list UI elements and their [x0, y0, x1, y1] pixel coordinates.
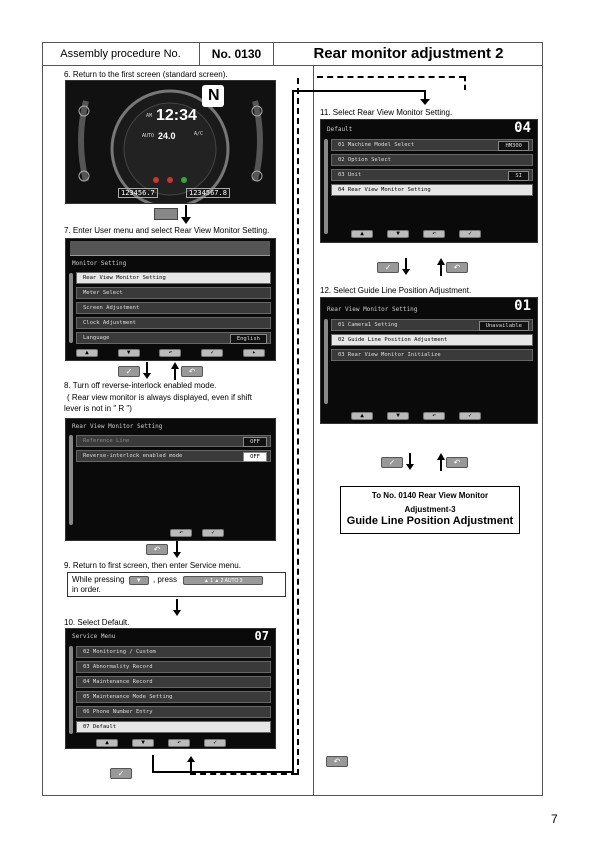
up-button[interactable]: ▲: [351, 230, 373, 238]
note-text-b: , press: [152, 575, 177, 584]
gauge-screen: [65, 80, 276, 204]
reverse-interlock-value: OFF: [243, 452, 267, 462]
default-menu-number: 04: [514, 120, 531, 136]
ref-line-1: To No. 0140 Rear View Monitor: [371, 491, 489, 500]
reference-line-item[interactable]: [76, 435, 271, 447]
ok-button[interactable]: ✓: [204, 739, 226, 747]
note-text-c: in order.: [72, 585, 101, 594]
clock-time: 12:34: [156, 107, 197, 124]
service-item[interactable]: 06 Phone Number Entry: [76, 706, 271, 718]
rear-menu-screen: [65, 418, 276, 541]
rvm-item-value: Unavailable: [479, 321, 529, 331]
no-value: 0130: [234, 46, 262, 61]
reverse-interlock-item[interactable]: [76, 450, 271, 462]
arrow-up-icon: [436, 453, 446, 471]
service-item[interactable]: 02 Monitoring / Custom: [76, 646, 271, 658]
service-item-default[interactable]: 07 Default: [76, 721, 271, 733]
service-menu-buttons: [96, 739, 226, 747]
ok-button[interactable]: ✓: [459, 230, 481, 238]
ok-button[interactable]: ✓: [459, 412, 481, 420]
step-11: 11. Select Rear View Monitor Setting.: [320, 108, 453, 117]
rvm-menu-buttons: [351, 412, 481, 420]
page-title: Rear monitor adjustment 2: [313, 45, 504, 62]
arrow-down-icon: [142, 362, 152, 380]
menu-item-clock[interactable]: Clock Adjustment: [76, 317, 271, 329]
reverse-interlock-label: Reverse-interlock enabled mode: [83, 453, 183, 459]
gauge-graphic: [66, 81, 275, 203]
user-menu-buttons: [66, 349, 275, 359]
rvm-menu-number: 01: [514, 298, 531, 314]
default-menu-screen: [320, 119, 538, 243]
back-key-icon: ↶: [146, 544, 168, 555]
default-item[interactable]: [331, 169, 533, 181]
rvm-item-label: 01 Camera1 Setting: [338, 322, 398, 328]
language-label: Language: [83, 335, 110, 341]
no-prefix: No.: [211, 46, 232, 61]
back-button[interactable]: ↶: [159, 349, 181, 357]
service-menu-number: 07: [254, 629, 269, 643]
service-item[interactable]: 03 Abnormality Record: [76, 661, 271, 673]
arrow-up-icon: [186, 756, 196, 772]
step-9: 9. Return to first screen, then enter Service menu.: [64, 561, 241, 570]
default-item-label: 01 Machine Model Select: [338, 142, 415, 148]
step-6: 6. Return to the first screen (standard screen).: [64, 70, 228, 79]
rvm-menu-title: Rear View Monitor Setting: [327, 306, 418, 313]
scrollbar[interactable]: [69, 273, 73, 343]
up-button[interactable]: ▲: [76, 349, 98, 357]
service-item[interactable]: 04 Maintenance Record: [76, 676, 271, 688]
default-menu-buttons: [351, 230, 481, 238]
menu-item-language[interactable]: [76, 332, 271, 344]
key-sequence-note: [67, 572, 286, 597]
step-7: 7. Enter User menu and select Rear View Monitor Setting.: [64, 226, 270, 235]
down-button[interactable]: ▼: [387, 412, 409, 420]
key-2: 2: [220, 578, 224, 584]
ref-line-3: Guide Line Position Adjustment: [346, 515, 514, 527]
arrow-down-icon: [401, 258, 411, 276]
arrow-down-icon: [405, 453, 415, 471]
header-label: Assembly procedure No.: [42, 42, 200, 65]
back-key-icon: ↶: [446, 262, 468, 273]
ok-button[interactable]: ✓: [201, 349, 223, 357]
down-button[interactable]: ▼: [118, 349, 140, 357]
reference-box: [340, 486, 520, 534]
next-button[interactable]: ▸: [243, 349, 265, 357]
service-menu-screen: [65, 628, 276, 749]
menu-button-icon: [154, 208, 178, 220]
step-8: 8. Turn off reverse-interlock enabled mode.: [64, 381, 217, 390]
auto-label: AUTO: [142, 133, 155, 139]
menu-item-meter[interactable]: Meter Select: [76, 287, 271, 299]
back-key-icon: ↶: [181, 366, 203, 377]
step-10: 10. Select Default.: [64, 618, 130, 627]
column-divider: [313, 66, 314, 796]
note-text-a: While pressing: [72, 575, 125, 584]
connector-dashed: [297, 78, 299, 775]
service-item[interactable]: 05 Maintenance Mode Setting: [76, 691, 271, 703]
language-value: English: [230, 334, 267, 344]
back-key-icon: ↶: [326, 756, 348, 767]
key-1: 1: [210, 578, 213, 584]
am-label: AM: [146, 113, 153, 119]
step-8-note-1: ( Rear view monitor is always displayed, even if shift: [67, 393, 252, 402]
scrollbar[interactable]: [69, 646, 73, 734]
connector-line: [152, 755, 154, 771]
default-item-rear-view[interactable]: [331, 184, 533, 196]
reference-line-value: OFF: [243, 437, 267, 447]
rvm-item-label: 02 Guide Line Position Adjustment: [338, 337, 448, 343]
step-8-note-2: lever is not in " R "): [64, 404, 132, 413]
rvm-item[interactable]: [331, 349, 533, 361]
check-key-icon: ✓: [377, 262, 399, 273]
gear-indicator: N: [208, 87, 220, 104]
back-button[interactable]: ↶: [170, 529, 192, 537]
back-button[interactable]: ↶: [423, 230, 445, 238]
temperature: 24.0: [158, 131, 176, 141]
key-sequence-icons: ▲ 1 ▲ 2 AUTO 3: [183, 576, 263, 585]
odometer-1: 123456.7: [118, 188, 158, 198]
arrow-down-icon: [172, 541, 182, 559]
default-item-label: 03 Unit: [338, 172, 362, 178]
scrollbar[interactable]: [324, 139, 328, 234]
default-item-value: SI: [508, 171, 529, 181]
default-item[interactable]: [331, 154, 533, 166]
user-menu-title: Monitor Setting: [72, 260, 127, 267]
arrow-down-icon: [419, 90, 431, 106]
rvm-item-label: 03 Rear View Monitor Initialize: [338, 352, 441, 358]
arrow-up-icon: [170, 362, 180, 380]
arrow-down-icon: [172, 599, 182, 617]
user-menu-tabs: [70, 241, 270, 256]
check-key-icon: ✓: [118, 366, 140, 377]
rvm-item-guide-line[interactable]: [331, 334, 533, 346]
check-key-icon: ✓: [381, 457, 403, 468]
menu-item-rear-view[interactable]: Rear View Monitor Setting: [76, 272, 271, 284]
service-menu-title: Service Menu: [72, 633, 116, 640]
ref-line-2: Adjustment-3: [404, 505, 456, 514]
rear-menu-buttons: [170, 529, 224, 537]
header-table: [42, 42, 543, 66]
down-button[interactable]: ▼: [387, 230, 409, 238]
down-key-icon: ▼: [129, 576, 149, 585]
connector-dashed: [464, 76, 466, 90]
key-auto: AUTO: [224, 578, 239, 584]
arrow-down-icon: [180, 205, 192, 225]
step-12: 12. Select Guide Line Position Adjustment.: [320, 286, 472, 295]
connector-dashed: [190, 773, 297, 775]
back-button[interactable]: ↶: [168, 739, 190, 747]
rvm-item[interactable]: [331, 319, 533, 331]
default-item[interactable]: [331, 139, 533, 151]
back-key-icon: ↶: [446, 457, 468, 468]
up-button[interactable]: ▲: [96, 739, 118, 747]
rear-menu-title: Rear View Monitor Setting: [72, 423, 163, 430]
up-button[interactable]: ▲: [351, 412, 373, 420]
connector-dashed: [317, 76, 465, 78]
back-button[interactable]: ↶: [423, 412, 445, 420]
user-menu-screen: [65, 238, 276, 361]
connector-line: [292, 90, 424, 92]
page-number: 7: [551, 812, 558, 826]
reference-line-label: Reference Line: [83, 438, 130, 444]
odometer-2: 1234567.8: [186, 188, 230, 198]
key-3: 3: [239, 578, 243, 584]
ac-label: A/C: [194, 131, 204, 137]
rvm-menu-screen: [320, 297, 538, 424]
connector-line: [292, 90, 294, 773]
menu-item-screen[interactable]: Screen Adjustment: [76, 302, 271, 314]
check-key-icon: ✓: [110, 768, 132, 779]
default-item-value: HM300: [498, 141, 529, 151]
scrollbar[interactable]: [324, 319, 328, 404]
scrollbar[interactable]: [69, 435, 73, 525]
down-button[interactable]: ▼: [132, 739, 154, 747]
arrow-up-icon: [436, 258, 446, 276]
default-item-label: 04 Rear View Monitor Setting: [338, 187, 431, 193]
default-item-label: 02 Option Select: [338, 157, 391, 163]
procedure-number: [200, 42, 274, 65]
ok-button[interactable]: ✓: [202, 529, 224, 537]
default-menu-title: Default: [327, 126, 353, 133]
